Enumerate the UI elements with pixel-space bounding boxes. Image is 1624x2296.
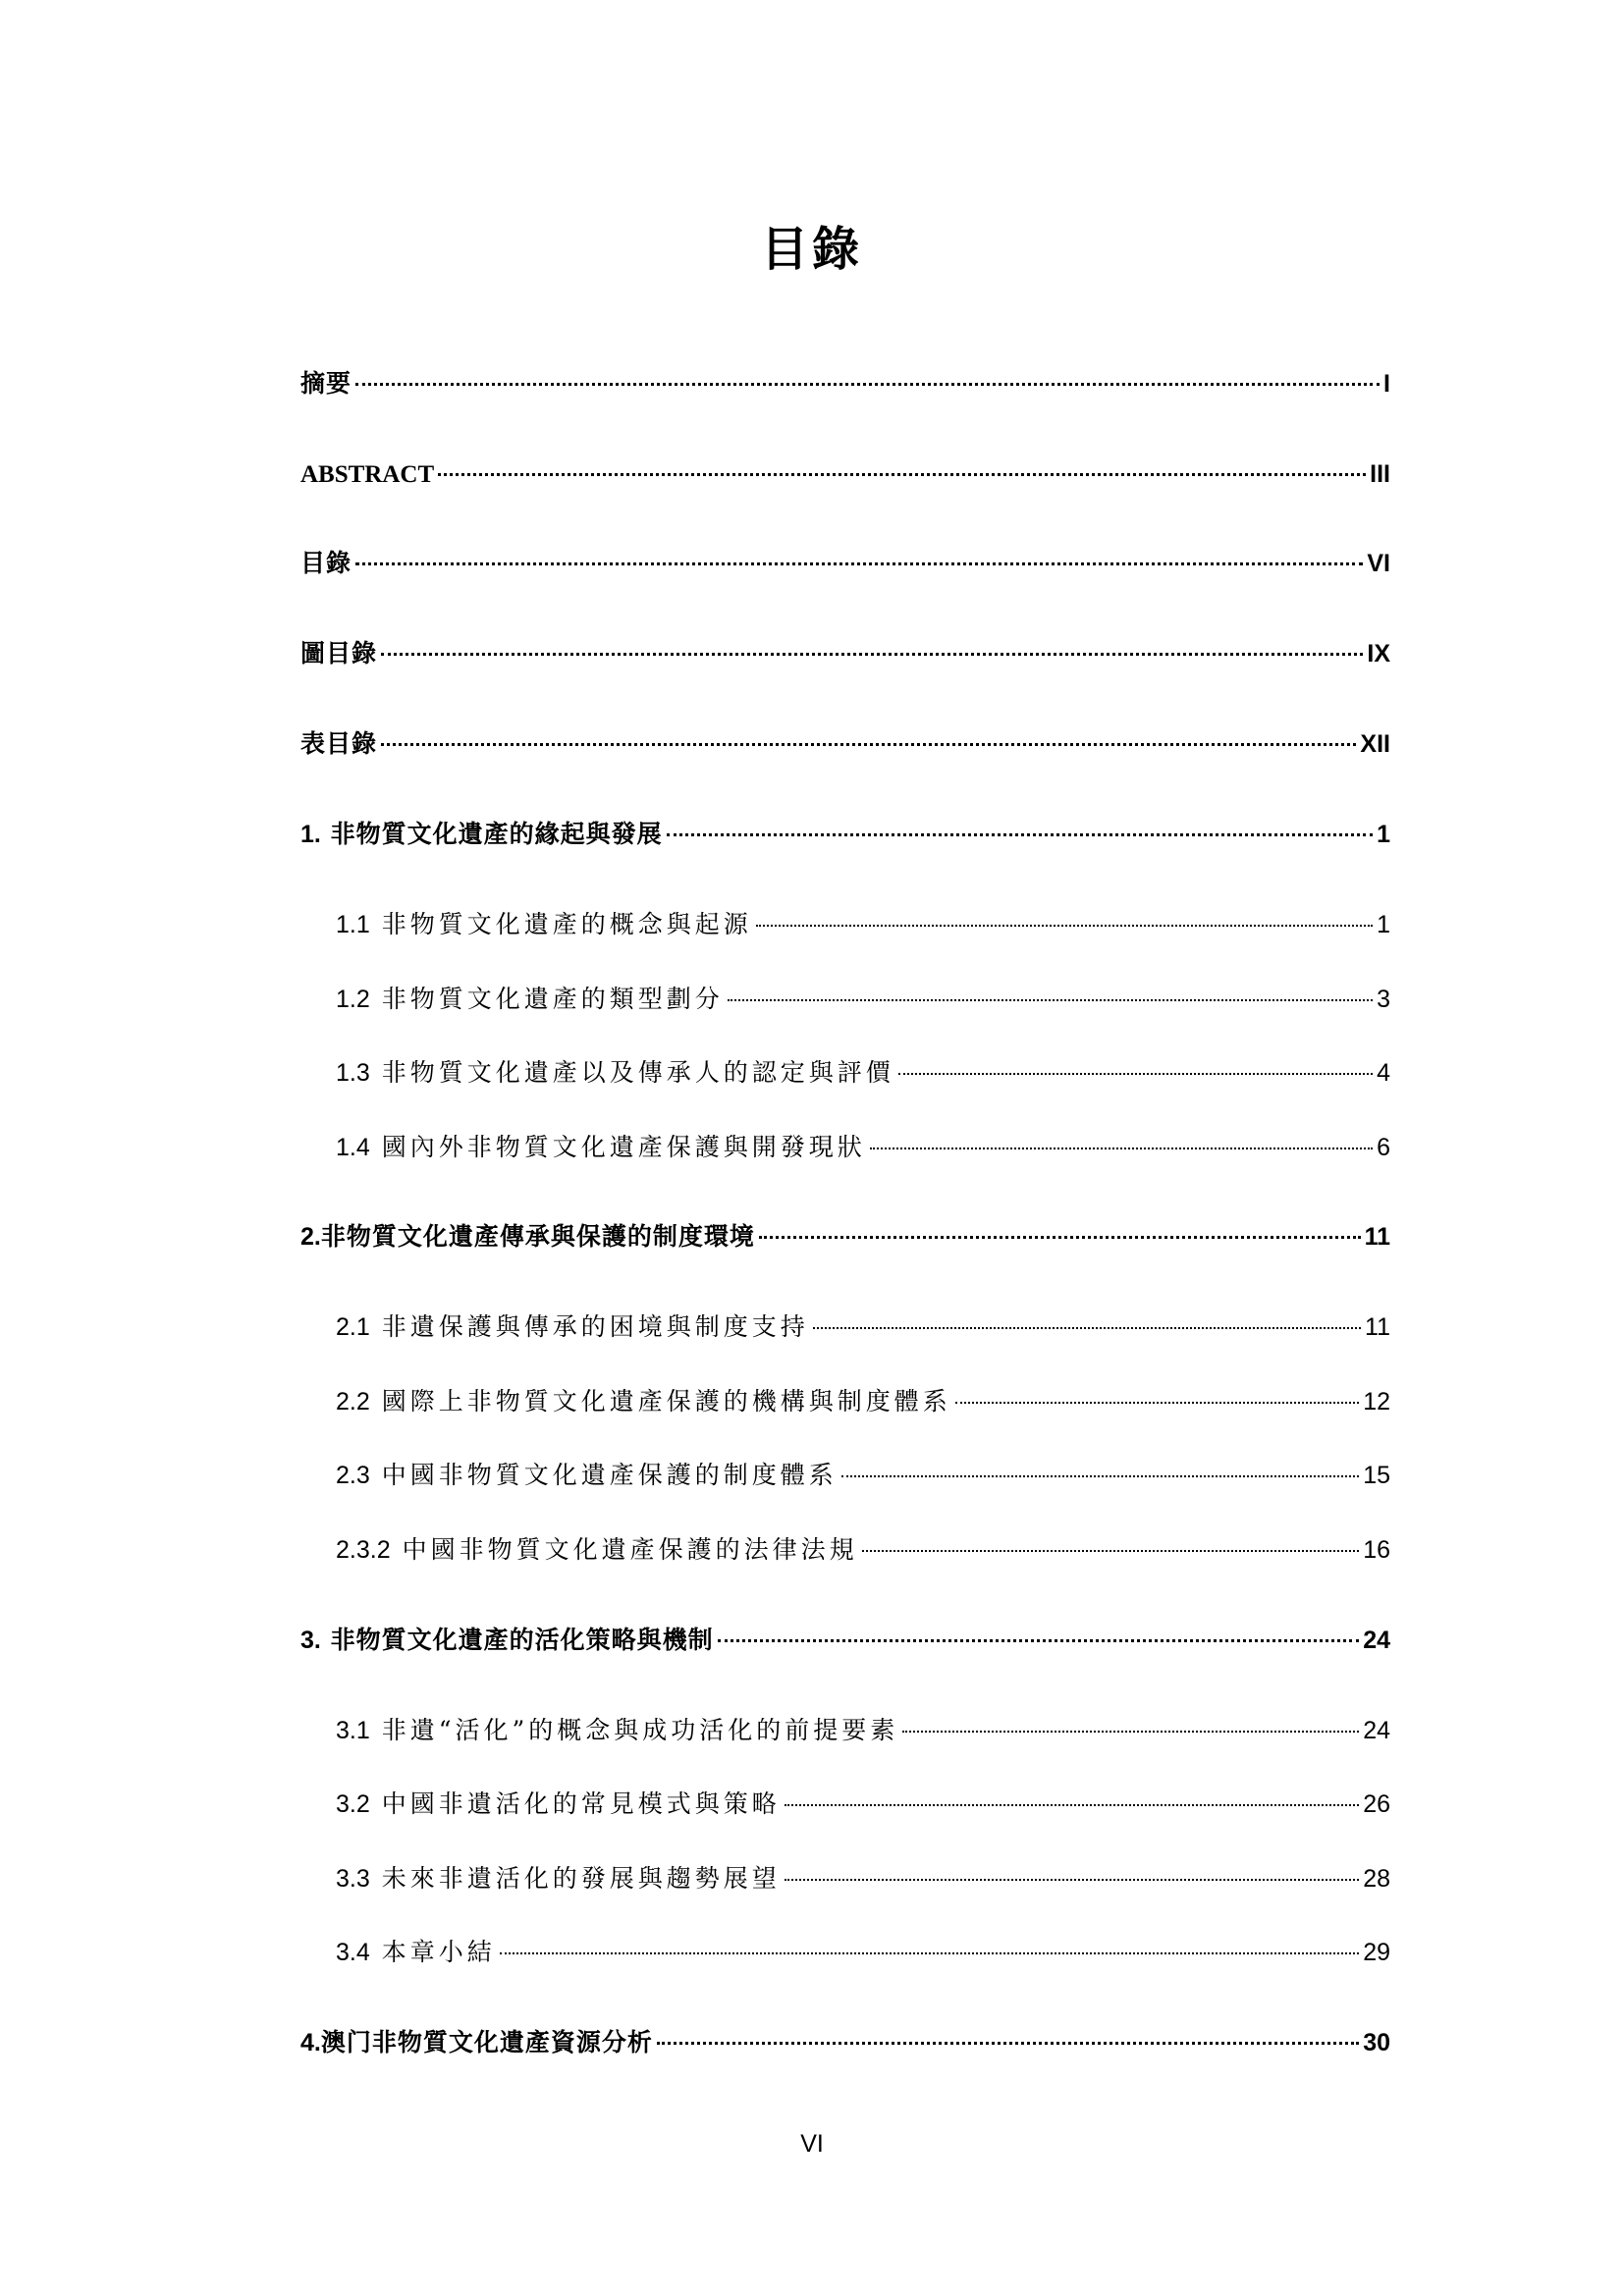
toc-entry-label: 表目錄 [300, 729, 378, 758]
dot-leader [355, 562, 1363, 565]
toc-entry-section-3-3[interactable] [336, 1859, 1390, 1898]
toc-entry-chapter-3[interactable] [300, 1621, 1390, 1660]
toc-entry-page: III [1370, 460, 1390, 488]
toc-entry-chapter-1[interactable] [300, 815, 1390, 854]
toc-entry-label: 1.1 非物質文化遺產的概念與起源 [336, 910, 752, 938]
dot-leader [902, 1731, 1359, 1733]
page-title: 目錄 [760, 222, 863, 277]
dot-leader [870, 1148, 1373, 1149]
toc-entry-page: 24 [1363, 1717, 1390, 1744]
toc-entry-page: 4 [1377, 1059, 1390, 1087]
toc-entry-figures[interactable] [300, 634, 1390, 673]
toc-entry-section-2-3-2[interactable] [336, 1530, 1390, 1570]
toc-entry-label: 1.4 國內外非物質文化遺產保護與開發現狀 [336, 1133, 866, 1161]
toc-entry-page: 29 [1363, 1939, 1390, 1966]
toc-entry-label: 2.2 國際上非物質文化遺產保護的機構與制度體系 [336, 1387, 951, 1415]
toc-entry-abstract-zh[interactable] [300, 364, 1390, 403]
toc-entry-page: 15 [1363, 1462, 1390, 1489]
toc-entry-label: 2.1 非遺保護與傳承的困境與制度支持 [336, 1312, 809, 1341]
toc-entry-section-1-1[interactable] [336, 905, 1390, 944]
toc-entry-section-3-4[interactable] [336, 1933, 1390, 1972]
toc-entry-label: 3.4 本章小結 [336, 1938, 496, 1966]
toc-entry-section-3-1[interactable] [336, 1711, 1390, 1750]
toc-entry-section-2-1[interactable] [336, 1308, 1390, 1347]
toc-entry-label: 1.2 非物質文化遺產的類型劃分 [336, 985, 724, 1013]
toc-entry-label: 1.3 非物質文化遺產以及傳承人的認定與評價 [336, 1058, 894, 1087]
toc-entry-label: 2.3 中國非物質文化遺產保護的制度體系 [336, 1461, 838, 1489]
toc-entry-page: 11 [1364, 1223, 1390, 1251]
dot-leader [355, 383, 1380, 386]
toc-entry-label: 2.3.2 中國非物質文化遺產保護的法律法規 [336, 1535, 858, 1564]
toc-entry-label: 3. 非物質文化遺產的活化策略與機制 [300, 1626, 714, 1654]
toc-entry-chapter-2[interactable] [300, 1217, 1390, 1256]
dot-leader [785, 1879, 1359, 1881]
toc-entry-section-3-2[interactable] [336, 1785, 1390, 1824]
toc-entry-page: 16 [1363, 1536, 1390, 1564]
toc-entry-section-1-4[interactable] [336, 1128, 1390, 1167]
toc-entry-page: I [1383, 370, 1390, 398]
toc-entry-label: 目錄 [300, 549, 352, 577]
toc-entry-label: 圖目錄 [300, 639, 378, 667]
toc-entry-section-1-2[interactable] [336, 980, 1390, 1019]
dot-leader [898, 1073, 1373, 1075]
toc-entry-chapter-4[interactable] [300, 2023, 1390, 2062]
page-number: VI [800, 2130, 824, 2158]
toc-entry-page: 1 [1377, 821, 1390, 848]
toc-entry-label: 3.1 非遺“活化”的概念與成功活化的前提要素 [336, 1716, 899, 1744]
dot-leader [785, 1804, 1359, 1806]
toc-entry-label: ABSTRACT [300, 461, 435, 488]
toc-entry-label: 摘要 [300, 369, 352, 398]
toc-entry-label: 3.2 中國非遺活化的常見模式與策略 [336, 1789, 781, 1818]
dot-leader [718, 1639, 1360, 1642]
toc-entry-page: 24 [1363, 1627, 1390, 1654]
dot-leader [667, 833, 1374, 836]
toc-entry-label: 3.3 未來非遺活化的發展與趨勢展望 [336, 1864, 781, 1893]
toc-entry-tables[interactable] [300, 724, 1390, 764]
dot-leader [759, 1236, 1361, 1239]
dot-leader [813, 1327, 1361, 1329]
dot-leader [381, 653, 1363, 656]
toc-entry-section-2-3[interactable] [336, 1456, 1390, 1495]
toc-entry-label: 2.非物質文化遺產傳承與保護的制度環境 [300, 1222, 755, 1251]
toc-entry-label: 4.澳门非物質文化遺產資源分析 [300, 2028, 653, 2056]
dot-leader [381, 743, 1356, 746]
toc-entry-contents[interactable] [300, 544, 1390, 583]
dot-leader [955, 1402, 1359, 1404]
dot-leader [438, 473, 1366, 476]
toc-entry-page: 28 [1363, 1865, 1390, 1893]
dot-leader [657, 2042, 1359, 2045]
dot-leader [862, 1550, 1360, 1552]
toc-entry-section-2-2[interactable] [336, 1382, 1390, 1421]
toc-entry-page: IX [1367, 640, 1390, 667]
toc-entry-page: 1 [1377, 911, 1390, 938]
dot-leader [500, 1952, 1359, 1954]
toc-entry-page: 3 [1377, 986, 1390, 1013]
toc-entry-section-1-3[interactable] [336, 1053, 1390, 1093]
toc-entry-label: 1. 非物質文化遺產的緣起與發展 [300, 820, 663, 848]
toc-entry-page: 6 [1377, 1134, 1390, 1161]
toc-entry-page: 11 [1365, 1313, 1390, 1341]
toc-entry-page: XII [1360, 730, 1390, 758]
toc-entry-page: 12 [1363, 1388, 1390, 1415]
toc-entry-page: VI [1367, 550, 1390, 577]
toc-entry-page: 26 [1363, 1790, 1390, 1818]
toc-entry-abstract-en[interactable] [300, 454, 1390, 494]
dot-leader [841, 1475, 1359, 1477]
dot-leader [756, 925, 1373, 927]
toc-entry-page: 30 [1363, 2029, 1390, 2056]
dot-leader [728, 999, 1373, 1001]
